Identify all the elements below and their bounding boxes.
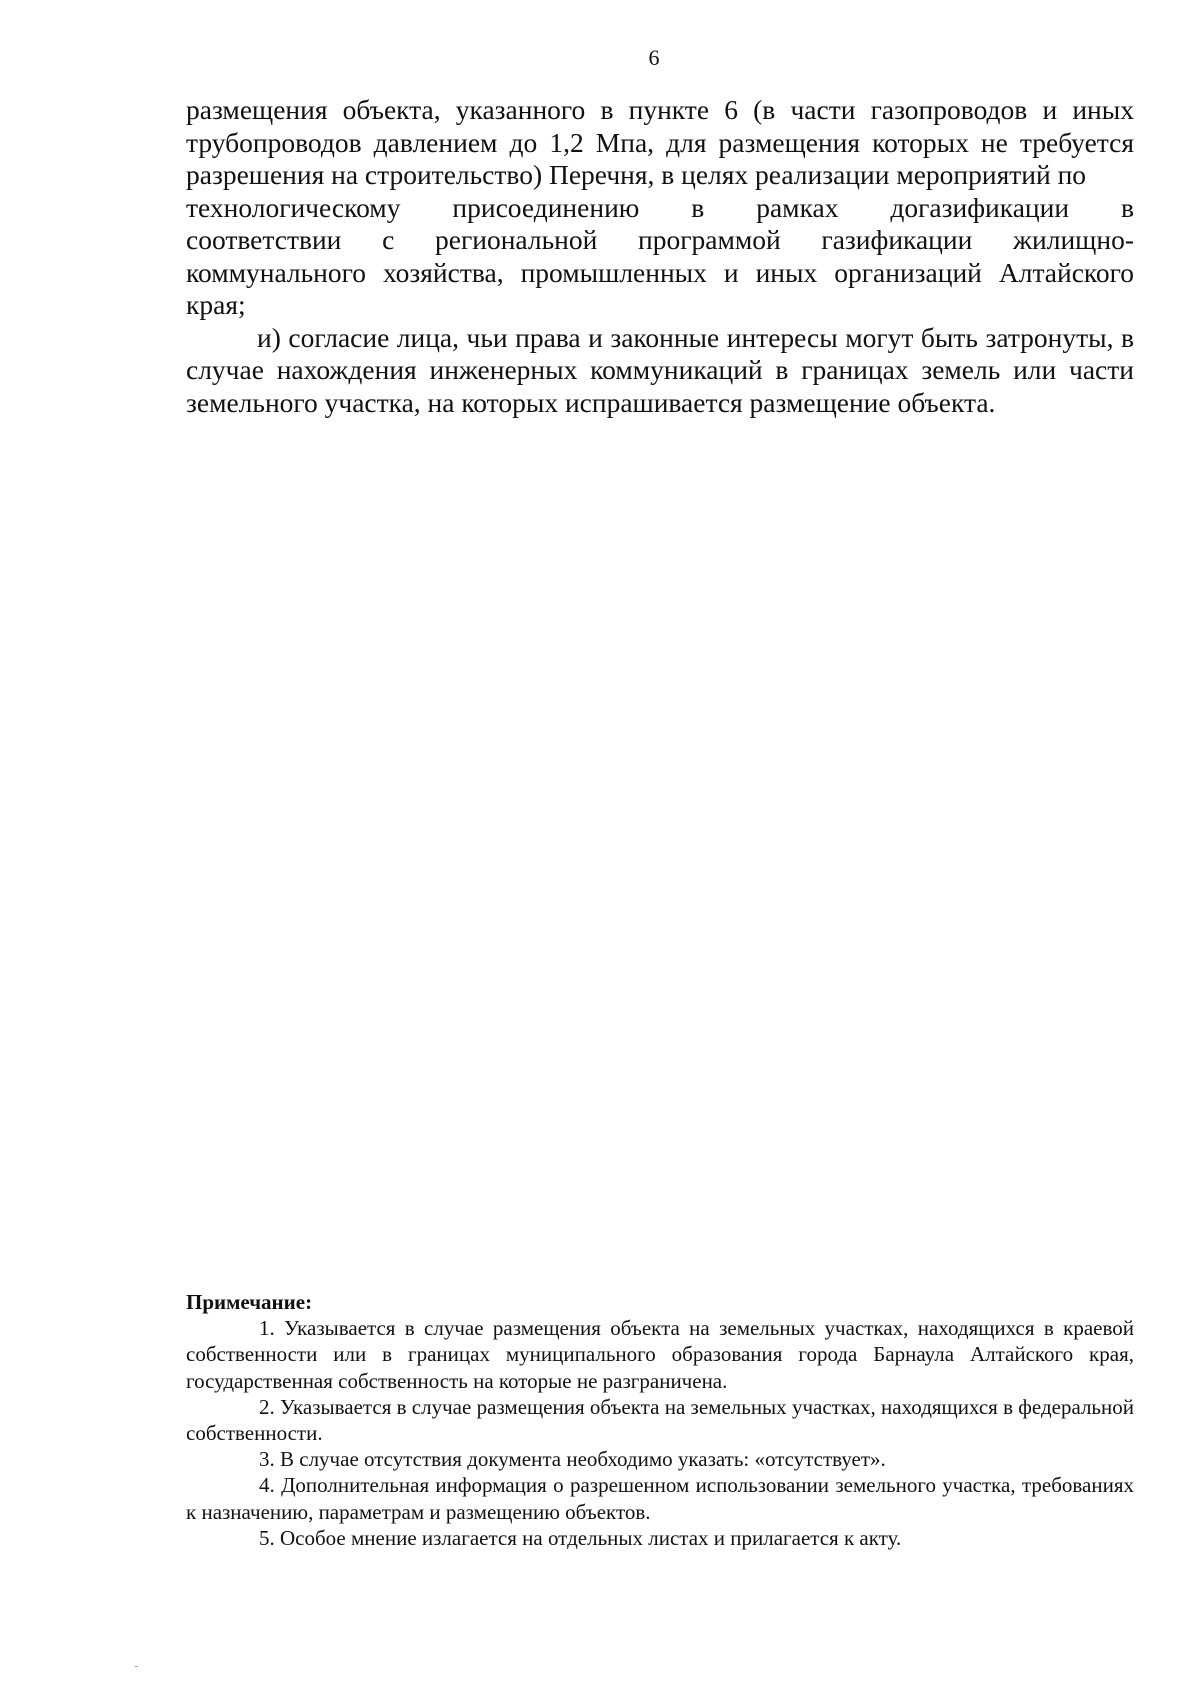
note-item: 1. Указывается в случае размещения объекта на земельных участках, находящихся в краевой собственности или в границах муниципального образования города Барнаула Алтайского края, государственная собственность на которые не разграничена. <box>186 1316 1134 1393</box>
continuation-text: размещения объекта, указанного в пункте 6 (в части газопроводов и иных трубопроводов давлением до 1,2 Мпа, для размещения которых не требуется разрешения на строительство) Перечня, в целях реализации мероприятий по <box>186 94 1134 190</box>
paragraph-item-i: и) согласие лица, чьи права и законные интересы могут быть затронуты, в случае нахождения инженерных коммуникаций в границах земель или части земельного участка, на которых испрашивается размещение объекта. <box>186 321 1134 418</box>
note-item: 4. Дополнительная информация о разрешенном использовании земельного участка, требованиях к назначению, параметрам и размещению объектов. <box>186 1473 1134 1524</box>
note-item: 2. Указывается в случае размещения объекта на земельных участках, находящихся в федеральной собственности. <box>186 1394 1134 1446</box>
justified-line: соответствии с региональной программой газификации жилищно- <box>186 224 1134 255</box>
justified-line: технологическому присоединению в рамках догазификации в <box>186 191 1134 223</box>
paragraph-continuation <box>186 94 1134 322</box>
continuation-end-text: коммунального хозяйства, промышленных и иных организаций Алтайского края; <box>186 256 1134 320</box>
page-number: 6 <box>648 45 660 70</box>
main-text <box>186 94 1134 419</box>
note-heading: Примечание: <box>186 1290 313 1314</box>
note-item: 3. В случае отсутствия документа необходимо указать: «отсутствует». <box>259 1447 886 1472</box>
scan-speck <box>135 1666 138 1667</box>
note-item: 5. Особое мнение излагается на отдельных листах и прилагается к акту. <box>259 1525 902 1550</box>
note-section <box>186 1289 1134 1551</box>
